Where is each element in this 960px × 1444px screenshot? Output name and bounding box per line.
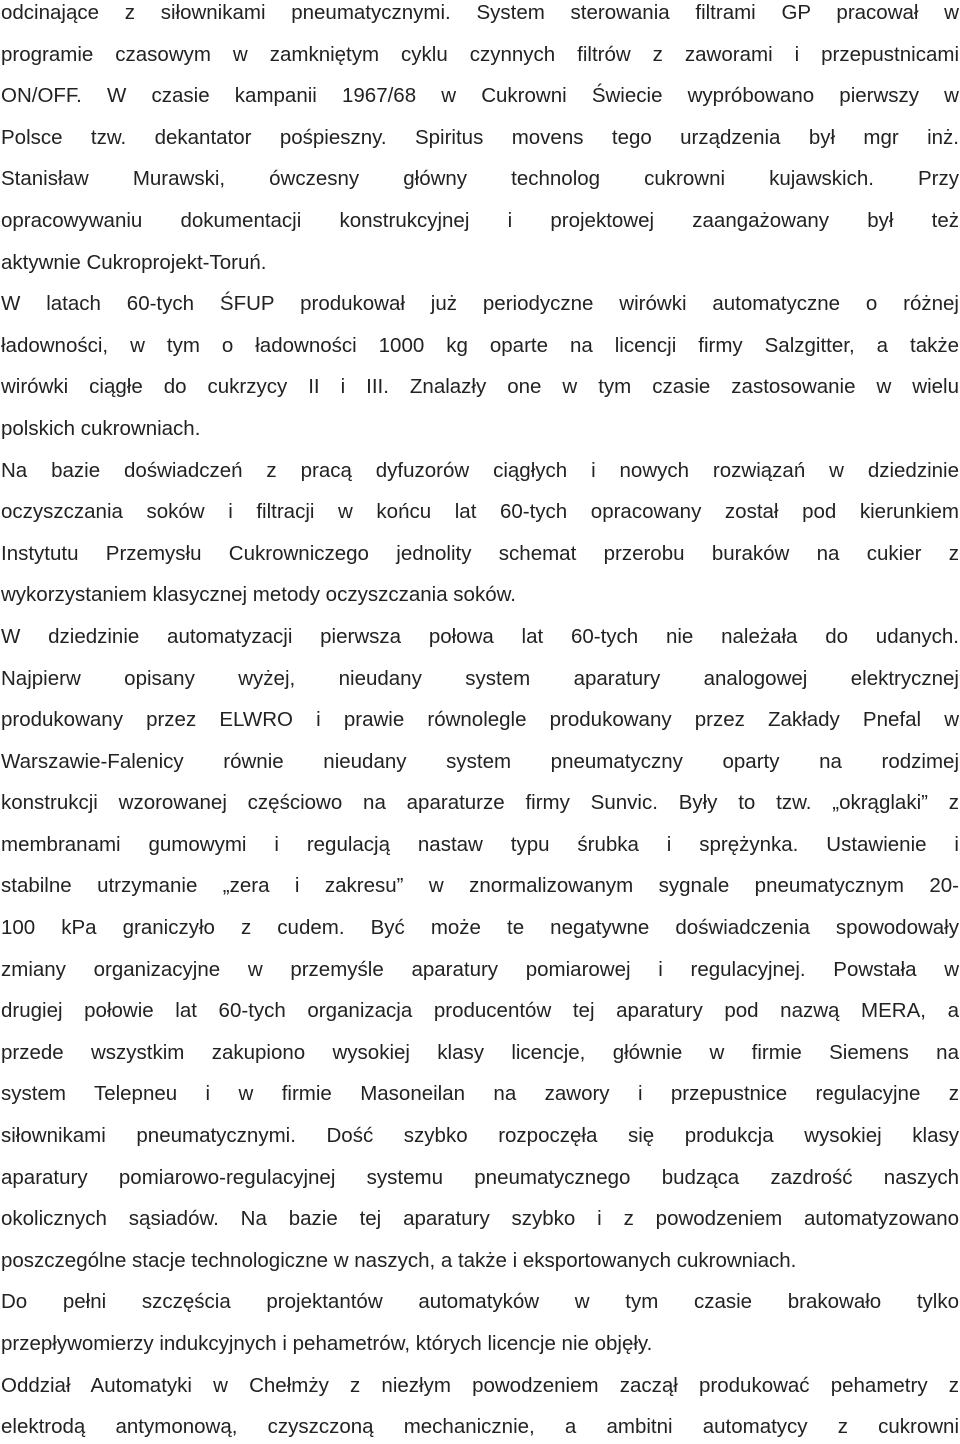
text-line: Na bazie doświadczeń z pracą dyfuzorów ciągłych i nowych rozwiązań w dziedzinie bbox=[1, 458, 959, 482]
text-line: oczyszczania soków i filtracji w końcu lat 60-tych opracowany został pod kierunkiem bbox=[1, 500, 959, 524]
text-line: elektrodą antymonową, czyszczoną mechanicznie, a ambitni automatycy z cukrowni bbox=[1, 1415, 959, 1439]
paragraph bbox=[0, 1281, 960, 1364]
text-line: ON/OFF. W czasie kampanii 1967/68 w Cukrowni Świecie wypróbowano pierwszy w bbox=[1, 84, 959, 108]
text-line: Stanisław Murawski, ówczesny główny technolog cukrowni kujawskich. Przy bbox=[1, 167, 959, 191]
text-line: siłownikami pneumatycznymi. Dość szybko rozpoczęła się produkcja wysokiej klasy bbox=[1, 1124, 959, 1148]
text-line: system Telepneu i w firmie Masoneilan na zawory i przepustnice regulacyjne z bbox=[1, 1082, 959, 1106]
text-line: Najpierw opisany wyżej, nieudany system aparatury analogowej elektrycznej bbox=[1, 666, 959, 690]
paragraph bbox=[0, 450, 960, 616]
text-line: 100 kPa graniczyło z cudem. Być może te negatywne doświadczenia spowodowały bbox=[1, 916, 959, 940]
text-line: polskich cukrowniach. bbox=[1, 416, 201, 440]
text-line: odcinające z siłownikami pneumatycznymi. System sterowania filtrami GP pracował w bbox=[1, 1, 959, 24]
paragraph bbox=[0, 1365, 960, 1444]
text-line: zmiany organizacyjne w przemyśle aparatury pomiarowej i regulacyjnej. Powstała w bbox=[1, 957, 959, 981]
text-line: ładowności, w tym o ładowności 1000 kg oparte na licencji firmy Salzgitter, a także bbox=[1, 333, 959, 357]
text-line: przepływomierzy indukcyjnych i pehametrów, których licencje nie objęły. bbox=[1, 1332, 653, 1355]
text-line: wirówki ciągłe do cukrzycy II i III. Znalazły one w tym czasie zastosowanie w wielu bbox=[1, 375, 959, 399]
text-line: konstrukcji wzorowanej częściowo na aparaturze firmy Sunvic. Były to tzw. „okrąglaki” z bbox=[1, 791, 959, 815]
text-line: poszczególne stacje technologiczne w naszych, a także i eksportowanych cukrowniach. bbox=[1, 1248, 797, 1272]
text-line: programie czasowym w zamkniętym cyklu czynnych filtrów z zaworami i przepustnicami bbox=[1, 42, 959, 66]
text-line: drugiej połowie lat 60-tych organizacja producentów tej aparatury pod nazwą MERA, a bbox=[1, 999, 959, 1023]
text-line: przede wszystkim zakupiono wysokiej klasy licencje, głównie w firmie Siemens na bbox=[1, 1040, 959, 1064]
text-line: okolicznych sąsiadów. Na bazie tej aparatury szybko i z powodzeniem automatyzowano bbox=[1, 1207, 959, 1231]
text-line: Polsce tzw. dekantator pośpieszny. Spiritus movens tego urządzenia był mgr inż. bbox=[1, 125, 959, 149]
text-line: stabilne utrzymanie „zera i zakresu” w znormalizowanym sygnale pneumatycznym 20- bbox=[1, 874, 959, 898]
text-line: W dziedzinie automatyzacji pierwsza połowa lat 60-tych nie należała do udanych. bbox=[1, 624, 959, 648]
text-line: aparatury pomiarowo-regulacyjnej systemu pneumatycznego budząca zazdrość naszych bbox=[1, 1165, 959, 1189]
paragraph bbox=[0, 0, 960, 283]
text-line: opracowywaniu dokumentacji konstrukcyjnej i projektowej zaangażowany był też bbox=[1, 208, 959, 232]
text-line: wykorzystaniem klasycznej metody oczyszczania soków. bbox=[1, 583, 516, 607]
text-line: W latach 60-tych ŚFUP produkował już periodyczne wirówki automatyczne o różnej bbox=[1, 292, 959, 316]
text-line: Instytutu Przemysłu Cukrowniczego jednolity schemat przerobu buraków na cukier z bbox=[1, 541, 959, 565]
paragraph bbox=[0, 616, 960, 1282]
text-line: Warszawie-Falenicy równie nieudany system pneumatyczny oparty na rodzimej bbox=[1, 749, 959, 773]
text-line: produkowany przez ELWRO i prawie równolegle produkowany przez Zakłady Pnefal w bbox=[1, 708, 959, 732]
text-line: membranami gumowymi i regulacją nastaw typu śrubka i sprężynka. Ustawienie i bbox=[1, 832, 959, 856]
text-line: aktywnie Cukroprojekt-Toruń. bbox=[1, 250, 267, 274]
text-line: Oddział Automatyki w Chełmży z niezłym powodzeniem zaczął produkować pehametry z bbox=[1, 1373, 959, 1397]
paragraph bbox=[0, 283, 960, 449]
text-line: Do pełni szczęścia projektantów automatyków w tym czasie brakowało tylko bbox=[1, 1290, 959, 1314]
